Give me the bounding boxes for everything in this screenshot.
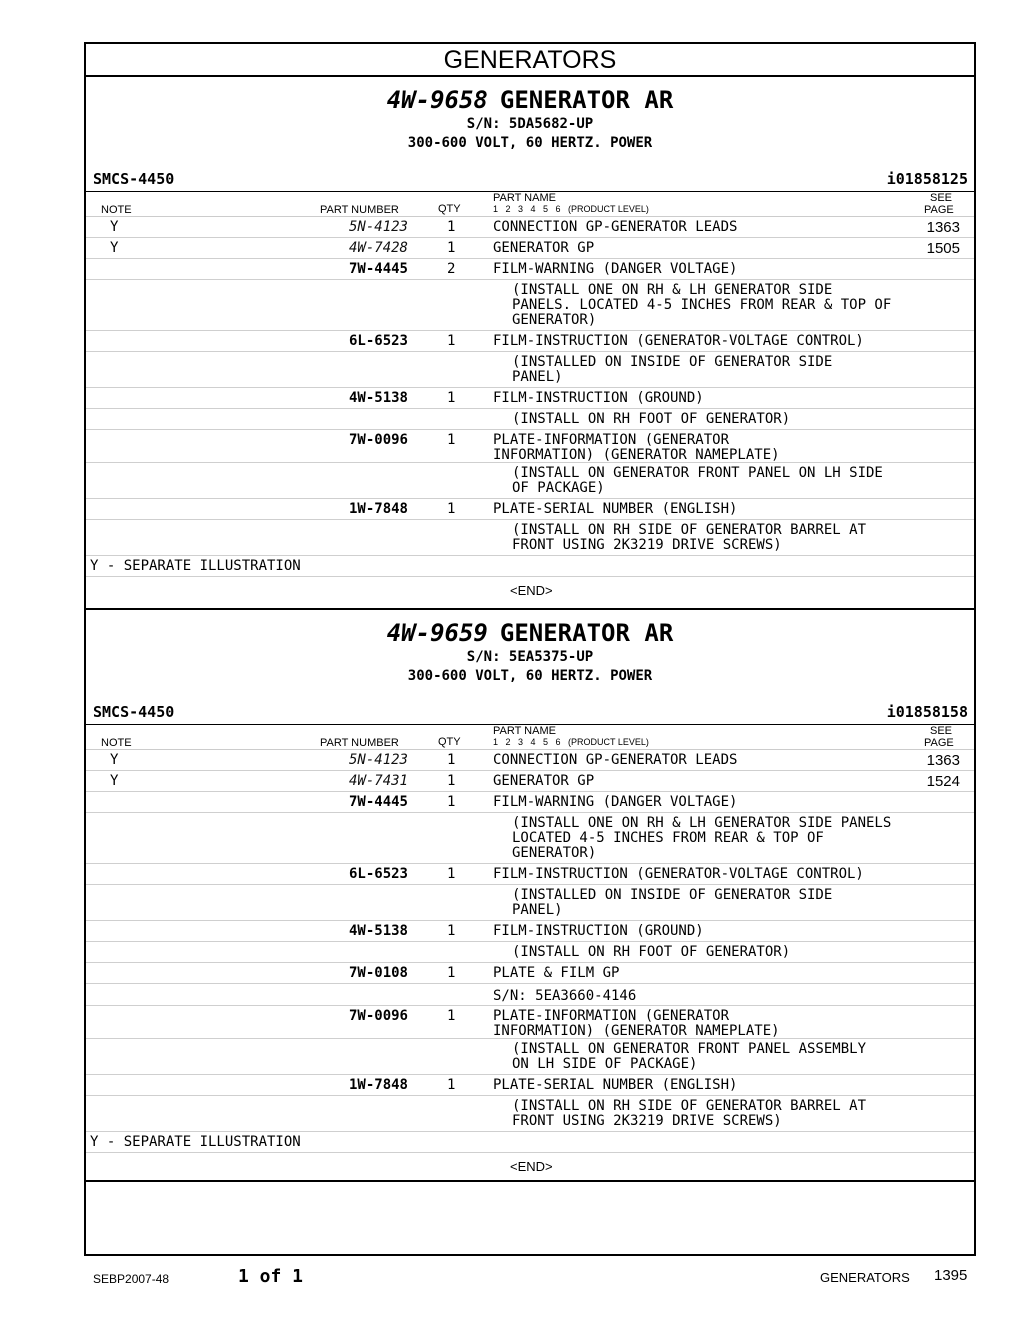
part-name: FILM-INSTRUCTION (GROUND)	[493, 390, 704, 406]
remark-text: (INSTALLED ON INSIDE OF GENERATOR SIDE PANEL)	[512, 354, 833, 385]
quantity: 1	[447, 501, 456, 517]
quantity: 2	[447, 261, 456, 277]
footnote-row	[86, 1132, 974, 1153]
part-name: PLATE-INFORMATION (GENERATOR INFORMATION) (GENERATOR NAMEPLATE)	[493, 1008, 780, 1039]
part-row	[86, 331, 974, 352]
quantity: 1	[447, 432, 456, 448]
illustration-ref: i01858158	[886, 703, 968, 721]
quantity: 1	[447, 866, 456, 882]
parts-section-4w-9658	[86, 77, 974, 610]
part-number: 7W-4445	[348, 794, 408, 810]
part-row	[86, 750, 974, 771]
part-name: GENERATOR GP	[493, 240, 595, 256]
quantity: 1	[447, 240, 456, 256]
page-of: 1 of 1	[238, 1266, 304, 1287]
remark-text: (INSTALL ON RH FOOT OF GENERATOR)	[512, 944, 791, 960]
section-description: 300-600 VOLT, 60 HERTZ. POWER	[407, 135, 653, 151]
page-number: 1395	[934, 1267, 968, 1284]
part-name: PLATE-INFORMATION (GENERATOR INFORMATION) (GENERATOR NAMEPLATE)	[493, 432, 780, 463]
part-row	[86, 792, 974, 813]
remark-text: (INSTALL ON RH SIDE OF GENERATOR BARREL AT FRONT USING 2K3219 DRIVE SCREWS)	[512, 1098, 867, 1129]
part-name: CONNECTION GP-GENERATOR LEADS	[493, 219, 738, 235]
part-number: 7W-0096	[348, 432, 408, 448]
part-number: 1W-7848	[348, 1077, 408, 1093]
end-row	[86, 1153, 974, 1177]
section-title	[86, 618, 974, 648]
part-row	[86, 921, 974, 942]
remark-row	[86, 1096, 974, 1132]
part-row	[86, 1075, 974, 1096]
smcs-code: SMCS-4450	[93, 703, 175, 721]
end-row	[86, 577, 974, 601]
end-marker: <END>	[510, 1159, 553, 1174]
footnote-row	[86, 556, 974, 577]
section-header	[86, 610, 974, 686]
quantity: 1	[447, 333, 456, 349]
col-note: NOTE	[101, 737, 132, 749]
note-flag: Y	[110, 240, 119, 256]
part-number: 1W-7848	[348, 501, 408, 517]
col-part-number: PART NUMBER	[320, 204, 399, 216]
page-title: GENERATORS	[86, 44, 974, 77]
col-page: PAGE	[924, 204, 954, 216]
serial-range: S/N: 5EA3660-4146	[493, 988, 637, 1004]
col-part-number: PART NUMBER	[320, 737, 399, 749]
part-name: CONNECTION GP-GENERATOR LEADS	[493, 752, 738, 768]
parts-section-4w-9659	[86, 610, 974, 1182]
col-see: SEE	[930, 725, 953, 737]
part-name: FILM-INSTRUCTION (GENERATOR-VOLTAGE CONTROL)	[493, 333, 864, 349]
note-flag: Y	[110, 219, 119, 235]
part-row	[86, 771, 974, 792]
part-row	[86, 430, 974, 463]
quantity: 1	[447, 752, 456, 768]
col-see: SEE	[930, 192, 953, 204]
part-name: FILM-WARNING (DANGER VOLTAGE)	[493, 261, 738, 277]
serial-row	[86, 984, 974, 1006]
part-row	[86, 864, 974, 885]
part-number: 7W-0096	[348, 1008, 408, 1024]
parts-list	[86, 217, 974, 601]
part-number: 4W-5138	[348, 390, 408, 406]
column-headers	[86, 192, 974, 217]
quantity: 1	[447, 965, 456, 981]
section-part-number: 4W-9659	[386, 619, 488, 647]
section-part-number: 4W-9658	[386, 86, 488, 114]
part-row	[86, 388, 974, 409]
part-row	[86, 259, 974, 280]
see-page: 1363	[926, 219, 960, 236]
end-marker: <END>	[510, 583, 553, 598]
note-flag: Y	[110, 752, 119, 768]
col-part-name: PART NAME	[493, 192, 556, 204]
part-name: PLATE & FILM GP	[493, 965, 620, 981]
quantity: 1	[447, 390, 456, 406]
part-number: 4W-5138	[348, 923, 408, 939]
remark-row	[86, 409, 974, 430]
part-number: 7W-0108	[348, 965, 408, 981]
doc-id: SEBP2007-48	[93, 1272, 170, 1286]
part-name: FILM-WARNING (DANGER VOLTAGE)	[493, 794, 738, 810]
remark-row	[86, 942, 974, 963]
quantity: 1	[447, 1077, 456, 1093]
footer-section: GENERATORS	[820, 1270, 910, 1285]
col-qty: QTY	[438, 203, 461, 215]
part-row	[86, 963, 974, 984]
footnote-text: Y - SEPARATE ILLUSTRATION	[90, 558, 301, 574]
smcs-code: SMCS-4450	[93, 170, 175, 188]
see-page: 1363	[926, 752, 960, 769]
col-page: PAGE	[924, 737, 954, 749]
note-flag: Y	[110, 773, 119, 789]
part-number: 4W-7431	[348, 773, 408, 789]
part-row	[86, 1006, 974, 1039]
quantity: 1	[447, 773, 456, 789]
quantity: 1	[447, 219, 456, 235]
remark-text: (INSTALL ONE ON RH & LH GENERATOR SIDE PANELS LOCATED 4-5 INCHES FROM REAR & TOP OF GENERATOR)	[512, 815, 892, 861]
part-number: 4W-7428	[348, 240, 408, 256]
part-number: 5N-4123	[348, 219, 408, 235]
part-number: 6L-6523	[348, 866, 408, 882]
smcs-row	[86, 168, 974, 192]
part-name: PLATE-SERIAL NUMBER (ENGLISH)	[493, 501, 738, 517]
col-note: NOTE	[101, 204, 132, 216]
remark-row	[86, 280, 974, 331]
remark-text: (INSTALL ON GENERATOR FRONT PANEL ASSEMBLY ON LH SIDE OF PACKAGE)	[512, 1041, 867, 1072]
part-number: 5N-4123	[348, 752, 408, 768]
smcs-row	[86, 701, 974, 725]
remark-text: (INSTALL ON RH FOOT OF GENERATOR)	[512, 411, 791, 427]
remark-row	[86, 885, 974, 921]
remark-row	[86, 352, 974, 388]
col-product-level: 1 2 3 4 5 6 (PRODUCT LEVEL)	[493, 204, 649, 214]
part-row	[86, 217, 974, 238]
section-description: 300-600 VOLT, 60 HERTZ. POWER	[407, 668, 653, 684]
see-page: 1524	[926, 773, 960, 790]
section-name: GENERATOR AR	[499, 619, 674, 647]
footnote-text: Y - SEPARATE ILLUSTRATION	[90, 1134, 301, 1150]
part-row	[86, 238, 974, 259]
col-qty: QTY	[438, 736, 461, 748]
remark-text: (INSTALL ON RH SIDE OF GENERATOR BARREL AT FRONT USING 2K3219 DRIVE SCREWS)	[512, 522, 867, 553]
part-number: 7W-4445	[348, 261, 408, 277]
part-name: FILM-INSTRUCTION (GENERATOR-VOLTAGE CONTROL)	[493, 866, 864, 882]
col-part-name: PART NAME	[493, 725, 556, 737]
quantity: 1	[447, 794, 456, 810]
part-name: GENERATOR GP	[493, 773, 595, 789]
section-serial: S/N: 5DA5682-UP	[466, 116, 594, 132]
section-serial: S/N: 5EA5375-UP	[466, 649, 594, 665]
section-header	[86, 77, 974, 153]
col-product-level: 1 2 3 4 5 6 (PRODUCT LEVEL)	[493, 737, 649, 747]
part-name: PLATE-SERIAL NUMBER (ENGLISH)	[493, 1077, 738, 1093]
remark-row	[86, 463, 974, 499]
remark-row	[86, 813, 974, 864]
remark-row	[86, 1039, 974, 1075]
section-title	[86, 85, 974, 115]
column-headers	[86, 725, 974, 750]
parts-list	[86, 750, 974, 1177]
remark-row	[86, 520, 974, 556]
page-footer	[0, 1262, 1020, 1292]
illustration-ref: i01858125	[886, 170, 968, 188]
parts-page-frame	[84, 42, 976, 1256]
quantity: 1	[447, 1008, 456, 1024]
section-name: GENERATOR AR	[499, 86, 674, 114]
part-number: 6L-6523	[348, 333, 408, 349]
remark-text: (INSTALL ON GENERATOR FRONT PANEL ON LH SIDE OF PACKAGE)	[512, 465, 883, 496]
remark-text: (INSTALLED ON INSIDE OF GENERATOR SIDE PANEL)	[512, 887, 833, 918]
part-name: FILM-INSTRUCTION (GROUND)	[493, 923, 704, 939]
part-row	[86, 499, 974, 520]
remark-text: (INSTALL ONE ON RH & LH GENERATOR SIDE PANELS. LOCATED 4-5 INCHES FROM REAR & TOP OF GENERATOR)	[512, 282, 892, 328]
quantity: 1	[447, 923, 456, 939]
see-page: 1505	[926, 240, 960, 257]
